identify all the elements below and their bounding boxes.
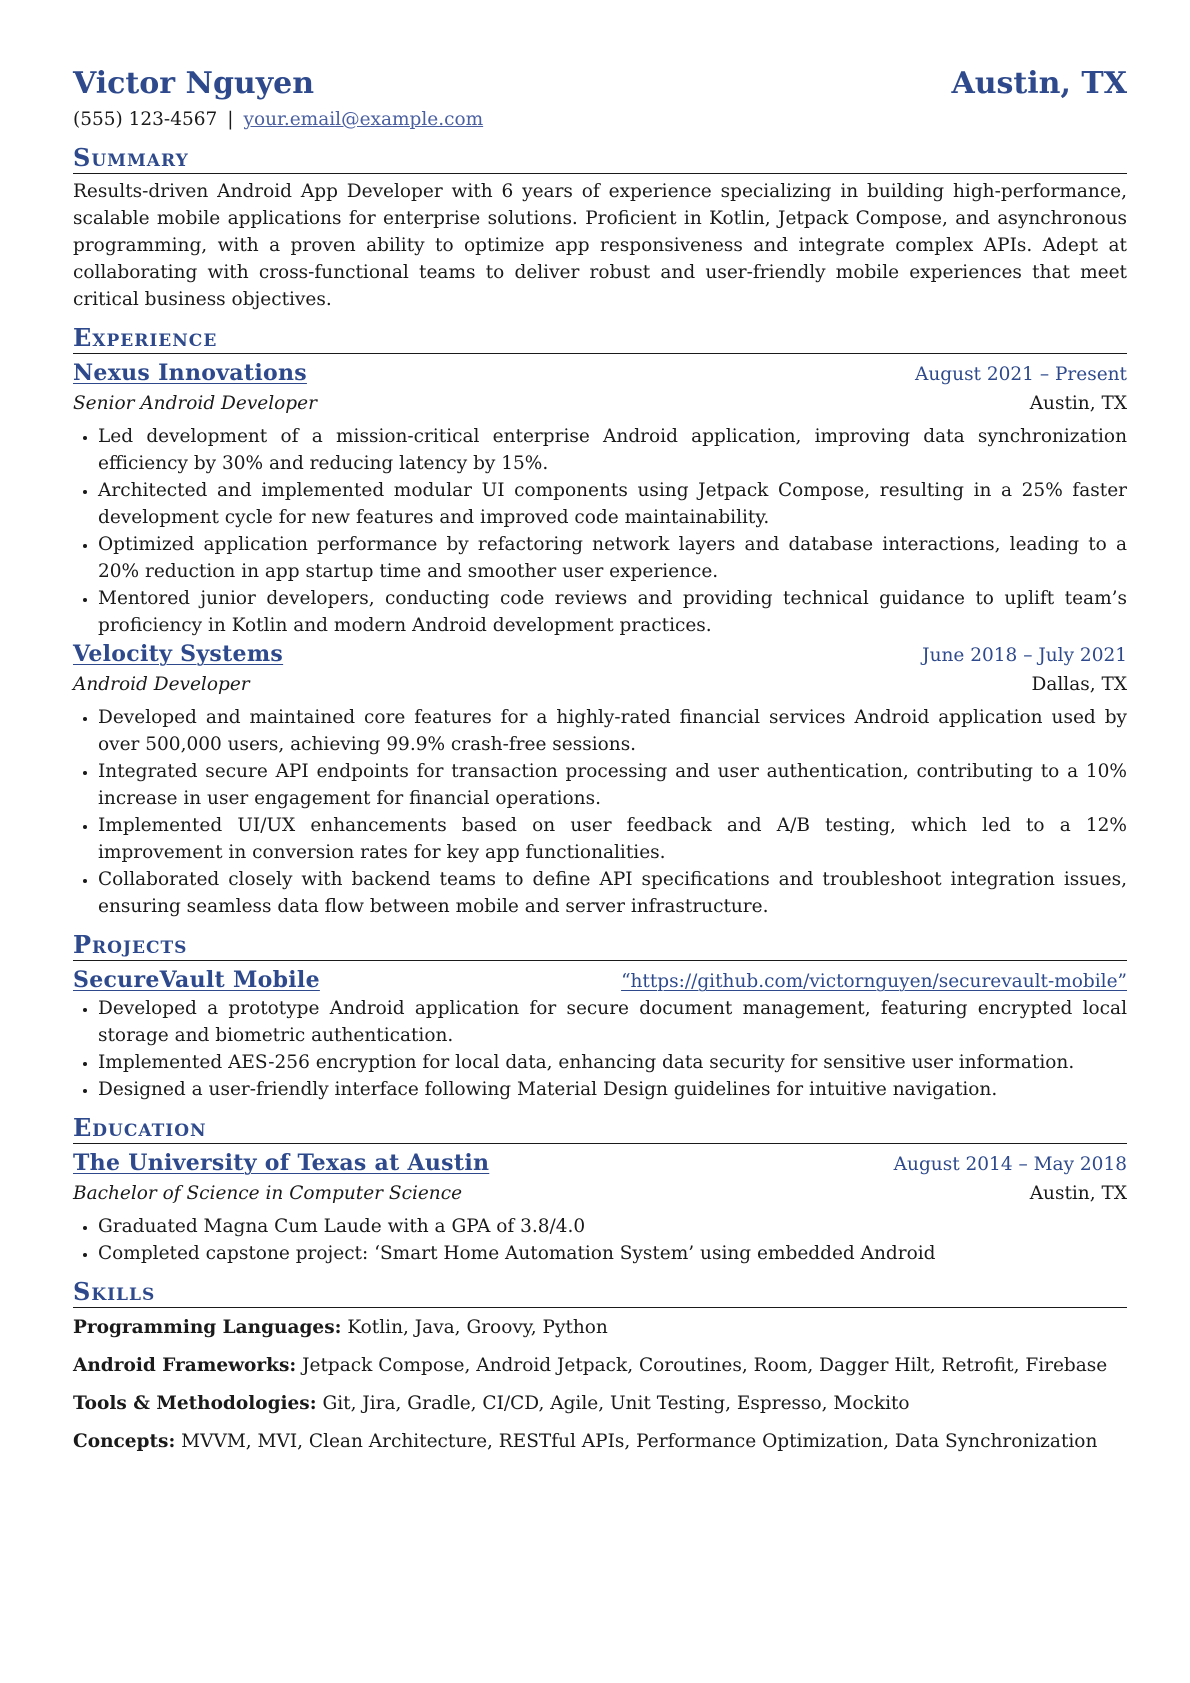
skill-value: MVVM, MVI, Clean Architecture, RESTful APIs, Performance Optimization, Data Synchronization bbox=[181, 1431, 1098, 1452]
list-item: • Developed and maintained core features for a highly-rated financial services Android application used by over 500,000 users, achieving 99.9% crash-free sessions. bbox=[98, 704, 1127, 758]
list-item: • Developed a prototype Android application for secure document management, featuring encrypted local storage and biometric authentication. bbox=[98, 995, 1127, 1049]
skill-label: Tools & Methodologies: bbox=[73, 1393, 317, 1414]
job-location: Austin, TX bbox=[1029, 393, 1127, 414]
project-entry bbox=[73, 967, 1127, 1103]
skill-label: Android Frameworks: bbox=[73, 1355, 297, 1376]
list-item: • Integrated secure API endpoints for transaction processing and user authentication, contributing to a 10% increase in user engagement for financial operations. bbox=[98, 758, 1127, 812]
email-link[interactable]: your.email@example.com bbox=[243, 109, 484, 130]
project-bullet-list bbox=[73, 995, 1127, 1103]
skill-line-frameworks bbox=[73, 1352, 1127, 1379]
list-item: • Architected and implemented modular UI components using Jetpack Compose, resulting in a 25% faster development cycle for new features and improved code maintainability. bbox=[98, 477, 1127, 531]
section-title-projects: Projects bbox=[73, 930, 1127, 961]
list-item: • Designed a user-friendly interface following Material Design guidelines for intuitive navigation. bbox=[98, 1076, 1127, 1103]
responsibility-list bbox=[73, 423, 1127, 639]
section-title-skills: Skills bbox=[73, 1277, 1127, 1308]
project-name-link[interactable]: SecureVault Mobile bbox=[73, 967, 320, 993]
employment-dates: August 2021 – Present bbox=[915, 364, 1127, 385]
candidate-location: Austin, TX bbox=[951, 66, 1127, 101]
skill-line-tools bbox=[73, 1390, 1127, 1417]
section-title-summary: Summary bbox=[73, 143, 1127, 174]
company-name-link[interactable]: Nexus Innovations bbox=[73, 360, 307, 386]
candidate-name: Victor Nguyen bbox=[73, 66, 315, 101]
list-item: • Led development of a mission-critical enterprise Android application, improving data synchronization efficiency by 30% and reducing latency by 15%. bbox=[98, 423, 1127, 477]
job-title: Android Developer bbox=[73, 674, 250, 695]
list-item: • Implemented AES-256 encryption for local data, enhancing data security for sensitive user information. bbox=[98, 1049, 1127, 1076]
list-item: • Optimized application performance by refactoring network layers and database interactions, leading to a 20% reduction in app startup time and smoother user experience. bbox=[98, 531, 1127, 585]
contact-separator: | bbox=[227, 109, 234, 130]
degree-title: Bachelor of Science in Computer Science bbox=[73, 1183, 463, 1204]
list-item: • Collaborated closely with backend teams to define API specifications and troubleshoot integration issues, ensuring seamless data flow between mobile and server infrastructure. bbox=[98, 866, 1127, 920]
school-location: Austin, TX bbox=[1029, 1183, 1127, 1204]
skill-value: Jetpack Compose, Android Jetpack, Coroutines, Room, Dagger Hilt, Retrofit, Firebase bbox=[302, 1355, 1108, 1376]
list-item: • Graduated Magna Cum Laude with a GPA of 3.8/4.0 bbox=[98, 1213, 1127, 1240]
education-dates: August 2014 – May 2018 bbox=[893, 1154, 1127, 1175]
phone-number: (555) 123-4567 bbox=[73, 109, 218, 130]
company-name-link[interactable]: Velocity Systems bbox=[73, 641, 284, 667]
resume-page bbox=[73, 64, 1127, 1455]
list-item: • Implemented UI/UX enhancements based on user feedback and A/B testing, which led to a 12% improvement in conversion rates for key app functionalities. bbox=[98, 812, 1127, 866]
job-location: Dallas, TX bbox=[1031, 674, 1127, 695]
project-repo-link[interactable]: “https://github.com/victornguyen/securevault-mobile” bbox=[621, 971, 1127, 992]
employment-dates: June 2018 – July 2021 bbox=[922, 645, 1127, 666]
skill-value: Git, Jira, Gradle, CI/CD, Agile, Unit Testing, Espresso, Mockito bbox=[322, 1393, 910, 1414]
list-item: • Mentored junior developers, conducting code reviews and providing technical guidance to uplift team’s proficiency in Kotlin and modern Android development practices. bbox=[98, 585, 1127, 639]
summary-text: Results-driven Android App Developer with 6 years of experience specializing in building high-performance, scalable mobile applications for enterprise solutions. Proficient in Kotlin, Jetpack Compose, and asynchronous programming, with a proven ability to optimize app responsiveness and integrate complex APIs. Adept at collaborating with cross-functional teams to deliver robust and user-friendly mobile experiences that meet critical business objectives. bbox=[73, 181, 1127, 310]
section-title-education: Education bbox=[73, 1113, 1127, 1144]
skill-label: Concepts: bbox=[73, 1431, 176, 1452]
section-title-experience: Experience bbox=[73, 323, 1127, 354]
skill-label: Programming Languages: bbox=[73, 1317, 342, 1338]
skills-list bbox=[73, 1314, 1127, 1455]
contact-line bbox=[73, 106, 1127, 133]
school-name-link[interactable]: The University of Texas at Austin bbox=[73, 1150, 490, 1176]
resume-header bbox=[73, 64, 1127, 104]
experience-entry bbox=[73, 641, 1127, 920]
skill-line-concepts bbox=[73, 1428, 1127, 1455]
skill-line-languages bbox=[73, 1314, 1127, 1341]
education-entry bbox=[73, 1150, 1127, 1267]
skill-value: Kotlin, Java, Groovy, Python bbox=[347, 1317, 608, 1338]
list-item: • Completed capstone project: ‘Smart Home Automation System’ using embedded Android bbox=[98, 1240, 1127, 1267]
education-bullet-list bbox=[73, 1213, 1127, 1267]
experience-entry bbox=[73, 360, 1127, 639]
job-title: Senior Android Developer bbox=[73, 393, 317, 414]
responsibility-list bbox=[73, 704, 1127, 920]
